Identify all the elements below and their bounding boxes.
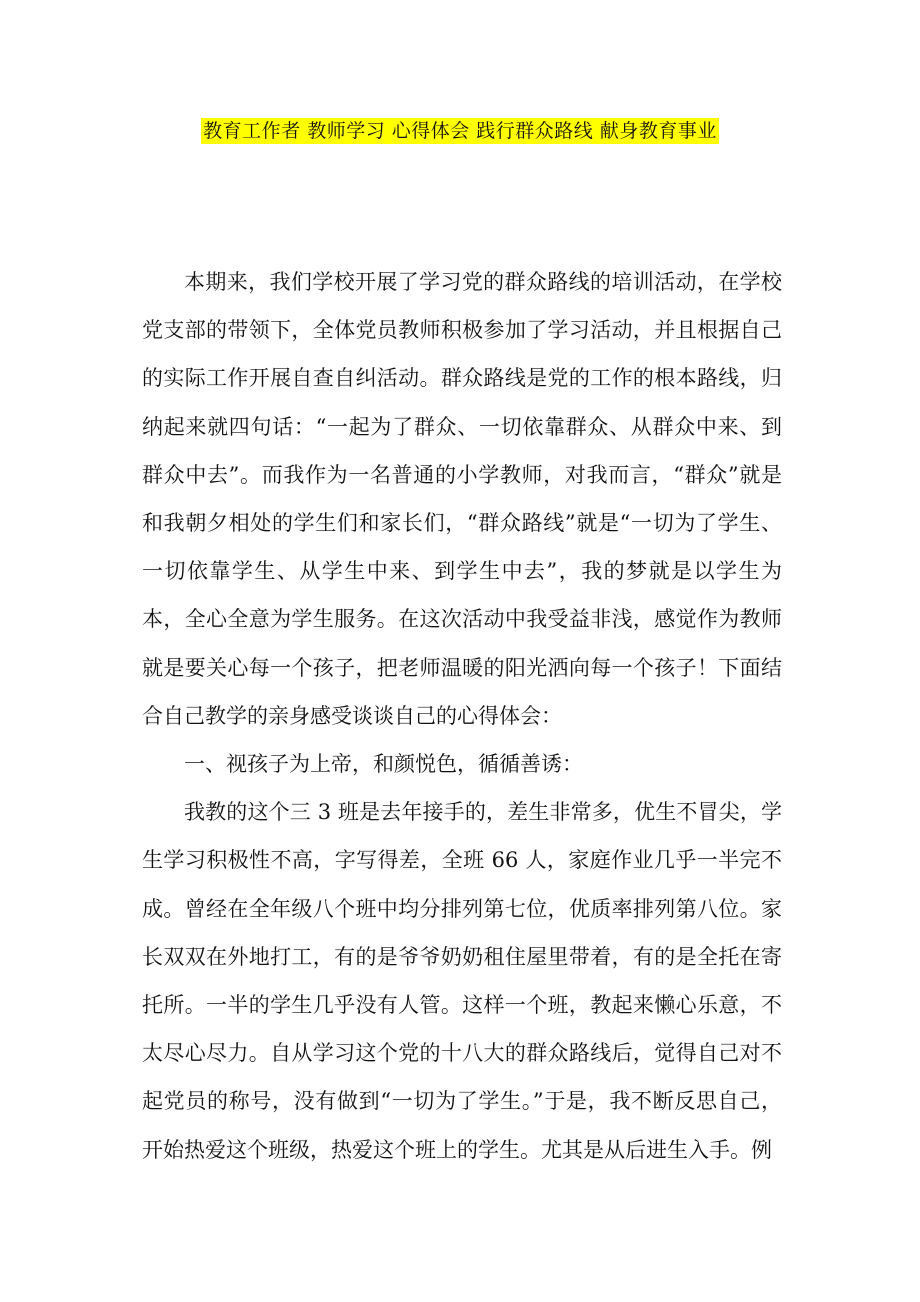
paragraph-class-story: 我教的这个三 3 班是去年接手的，差生非常多，优生不冒尖，学生学习积极性不高，字写得差，全班 66 人，家庭作业几乎一半完不成。曾经在全年级八个班中均分排列第七位，优质率排列第八位。家长双双在外地打工，有的是爷爷奶奶租住屋里带着，有的是全托在寄托所。一半的学生几乎没有人管。这样一个班，教起来懒心乐意，不太尽心尽力。自从学习这个党的十八大的群众路线后，觉得自己对不起党员的称号，没有做到“一切为了学生。”于是，我不断反思自己，开始热爱这个班级，热爱这个班上的学生。尤其是从后进生入手。例	[142, 800, 782, 1162]
document-body	[142, 258, 782, 1174]
paragraph-section-heading: 一、视孩子为上帝，和颜悦色，循循善诱：	[184, 752, 583, 777]
document-title: 教育工作者 教师学习 心得体会 践行群众路线 献身教育事业	[203, 120, 717, 142]
title-container	[0, 118, 920, 144]
paragraph-intro: 本期来，我们学校开展了学习党的群众路线的培训活动，在学校党支部的带领下，全体党员教师积极参加了学习活动，并且根据自己的实际工作开展自查自纠活动。群众路线是党的工作的根本路线，归纳起来就四句话：“一起为了群众、一切依靠群众、从群众中来、到群众中去”。而我作为一名普通的小学教师，对我而言，“群众”就是和我朝夕相处的学生们和家长们，“群众路线”就是“一切为了学生、一切依靠学生、从学生中来、到学生中去”，我的梦就是以学生为本，全心全意为学生服务。在这次活动中我受益非浅，感觉作为教师就是要关心每一个孩子，把老师温暖的阳光洒向每一个孩子！下面结合自己教学的亲身感受谈谈自己的心得体会：	[142, 270, 782, 728]
